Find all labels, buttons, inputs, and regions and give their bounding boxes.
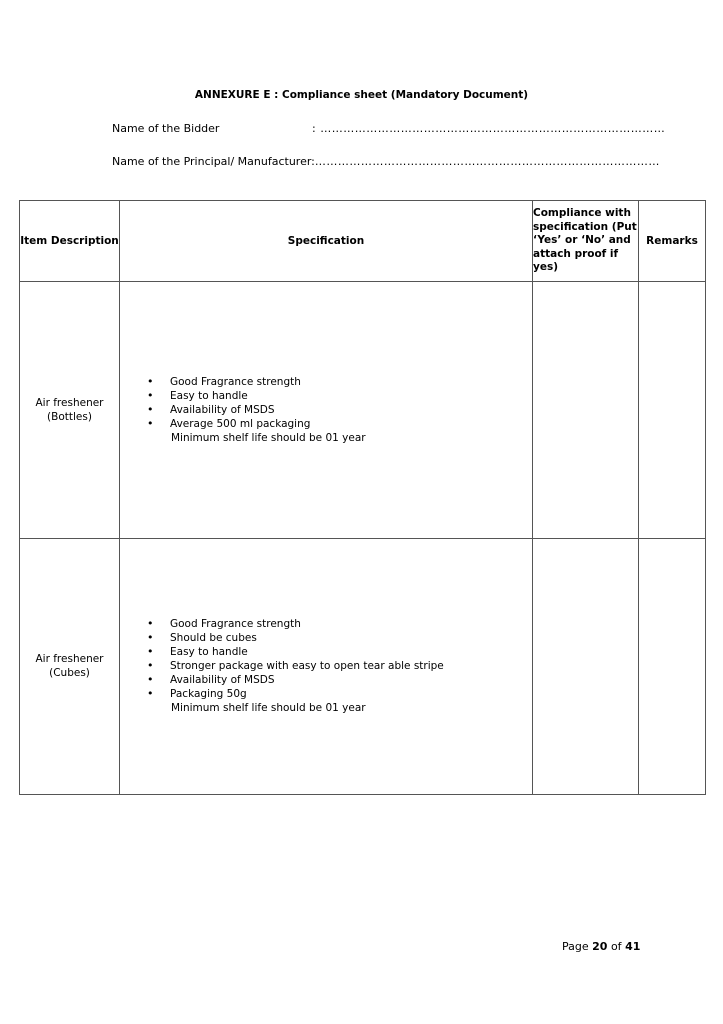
list-item: • Availability of MSDS <box>138 403 532 417</box>
specification-list <box>138 375 532 431</box>
list-item: • Average 500 ml packaging <box>138 417 532 431</box>
list-item: • Stronger package with easy to open tear able stripe <box>138 659 532 673</box>
list-item: • Good Fragrance strength <box>138 617 532 631</box>
shelf-life-note: Minimum shelf life should be 01 year <box>171 431 366 444</box>
page-of: of <box>610 940 622 953</box>
header-item-description: Item Description <box>20 201 120 282</box>
bidder-name-field <box>112 122 665 135</box>
table-row <box>20 282 706 538</box>
principal-name-blank: ……………………………………………………………………………… <box>314 155 660 168</box>
document-title: ANNEXURE E : Compliance sheet (Mandatory Document) <box>194 89 529 101</box>
specification-cell <box>120 538 533 794</box>
remarks-cell[interactable] <box>639 538 706 794</box>
compliance-cell[interactable] <box>533 282 639 538</box>
header-remarks: Remarks <box>639 201 706 282</box>
principal-name-label: Name of the Principal/ Manufacturer: <box>112 155 315 168</box>
specification-list <box>138 617 532 701</box>
specification-cell <box>120 282 533 538</box>
list-item: • Availability of MSDS <box>138 673 532 687</box>
list-item: • Easy to handle <box>138 645 532 659</box>
compliance-table <box>19 200 706 795</box>
header-specification: Specification <box>120 201 533 282</box>
table-header-row <box>20 201 706 282</box>
bidder-name-blank: : ……………………………………………………………………………… <box>312 122 666 135</box>
table-row <box>20 538 706 794</box>
remarks-cell[interactable] <box>639 282 706 538</box>
list-item: • Should be cubes <box>138 631 532 645</box>
list-item: • Packaging 50g <box>138 687 532 701</box>
compliance-cell[interactable] <box>533 538 639 794</box>
principal-name-field <box>112 155 660 168</box>
list-item: • Easy to handle <box>138 389 532 403</box>
shelf-life-note: Minimum shelf life should be 01 year <box>171 702 366 715</box>
header-compliance: Compliance with specification (Put ‘Yes’ or ‘No’ and attach proof if yes) <box>533 201 639 282</box>
page-number <box>562 940 640 953</box>
page-current: 20 <box>592 940 608 953</box>
page-total: 41 <box>625 940 641 953</box>
bidder-name-label: Name of the Bidder <box>112 122 220 135</box>
item-description-cell: Air freshener (Bottles) <box>20 282 120 538</box>
list-item: • Good Fragrance strength <box>138 375 532 389</box>
page-label: Page <box>562 940 589 953</box>
item-description-cell: Air freshener (Cubes) <box>20 538 120 794</box>
